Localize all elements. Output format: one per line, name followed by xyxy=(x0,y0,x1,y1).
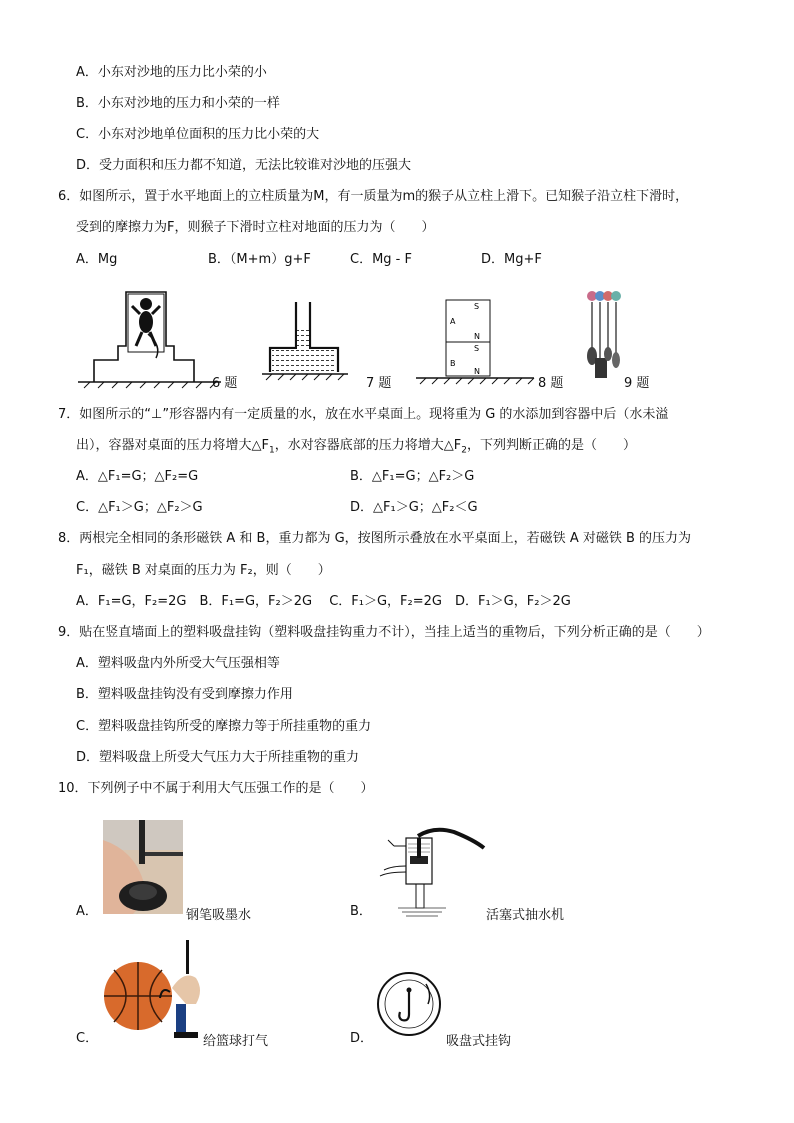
magnet-a-label: A xyxy=(450,317,456,326)
pole-s-bottom: S xyxy=(474,344,480,353)
pole-s-top: S xyxy=(474,302,480,311)
q8-stem-line1: 8．两根完全相同的条形磁铁 A 和 B，重力都为 G，按图所示叠放在水平桌面上，若磁铁 A 对磁铁 B 的压力为 xyxy=(58,531,692,546)
q10-option-a-letter: A． xyxy=(76,904,98,919)
q7-option-d: D．△F₁＞G；△F₂＜G xyxy=(350,500,478,515)
q6-stem-line1: 6．如图所示，置于水平地面上的立柱质量为M，有一质量为m的猴子从立柱上滑下。已知猴子沿立柱下滑时， xyxy=(58,189,689,204)
q10-option-b-letter: B． xyxy=(350,904,372,919)
q9-option-b: B．塑料吸盘挂钩没有受到摩擦力作用 xyxy=(76,687,293,702)
figure-6-monkey-pillar xyxy=(76,284,226,390)
q9-option-a: A．塑料吸盘内外所受大气压强相等 xyxy=(76,656,280,671)
q10-suction-hook-diagram xyxy=(374,968,444,1040)
figure-9-caption: 9 题 xyxy=(624,376,650,391)
q10-option-d-label: 吸盘式挂钩 xyxy=(446,1034,512,1049)
q10-basketball-photo xyxy=(100,940,202,1044)
q5-option-d: D．受力面积和压力都不知道，无法比较谁对沙地的压强大 xyxy=(76,158,412,173)
q6-option-b: B．（M+m）g+F xyxy=(208,252,311,267)
q7-stem-line1: 7．如图所示的“⊥”形容器内有一定质量的水，放在水平桌面上。现将重为 G 的水添加到容器中后（水未溢 xyxy=(58,407,669,422)
q9-option-d: D．塑料吸盘上所受大气压力大于所挂重物的重力 xyxy=(76,750,360,765)
pole-n-top: N xyxy=(474,332,480,341)
q6-option-c: C．Mg - F xyxy=(350,252,412,267)
q7-stem-line2: 出），容器对桌面的压力将增大$\triangle F_1$，水对容器底部的压力将增大$\triangle F_2$，下列判断正确的是（ ） xyxy=(76,438,636,456)
figure-7-container xyxy=(256,298,364,386)
q10-option-a-label: 钢笔吸墨水 xyxy=(186,908,252,923)
q8-stem-line2: F₁，磁铁 B 对桌面的压力为 F₂，则（ ） xyxy=(76,563,331,578)
q10-option-c-letter: C． xyxy=(76,1031,99,1046)
q7-option-a: A．△F₁=G；△F₂=G xyxy=(76,469,199,484)
q10-option-c-label: 给篮球打气 xyxy=(203,1034,269,1049)
q7-option-b: B．△F₁=G；△F₂＞G xyxy=(350,469,475,484)
q8-options: A．F₁=G，F₂=2G B．F₁=G，F₂＞2G C．F₁＞G，F₂=2G D．F₁＞G，F₂＞2G xyxy=(76,594,571,609)
q10-stem: 10．下列例子中不属于利用大气压强工作的是（ ） xyxy=(58,781,374,796)
q6-option-a: A．Mg xyxy=(76,252,118,267)
figure-9-suction-hooks xyxy=(584,288,626,384)
figure-7-caption: 7 题 xyxy=(366,376,392,391)
q9-option-c: C．塑料吸盘挂钩所受的摩擦力等于所挂重物的重力 xyxy=(76,719,372,734)
q10-option-d-letter: D． xyxy=(350,1031,374,1046)
figure-6-caption: 6 题 xyxy=(212,376,238,391)
q10-pen-photo xyxy=(103,820,183,914)
q7-option-c: C．△F₁＞G；△F₂＞G xyxy=(76,500,203,515)
q5-option-c: C．小东对沙地单位面积的压力比小荣的大 xyxy=(76,127,320,142)
pole-n-bottom: N xyxy=(474,367,480,376)
q6-stem-line2: 受到的摩擦力为F，则猴子下滑时立柱对地面的压力为（ ） xyxy=(76,220,435,235)
q5-option-a: A．小东对沙地的压力比小荣的小 xyxy=(76,65,267,80)
q6-option-d: D．Mg+F xyxy=(481,252,542,267)
q10-pump-diagram xyxy=(374,826,486,918)
q5-option-b: B．小东对沙地的压力和小荣的一样 xyxy=(76,96,280,111)
magnet-b-label: B xyxy=(450,359,456,368)
figure-8-caption: 8 题 xyxy=(538,376,564,391)
q9-stem: 9．贴在竖直墙面上的塑料吸盘挂钩（塑料吸盘挂钩重力不计），当挂上适当的重物后，下列分析正确的是（ ） xyxy=(58,625,710,640)
q10-option-b-label: 活塞式抽水机 xyxy=(486,908,565,923)
figure-8-magnets xyxy=(414,296,536,386)
